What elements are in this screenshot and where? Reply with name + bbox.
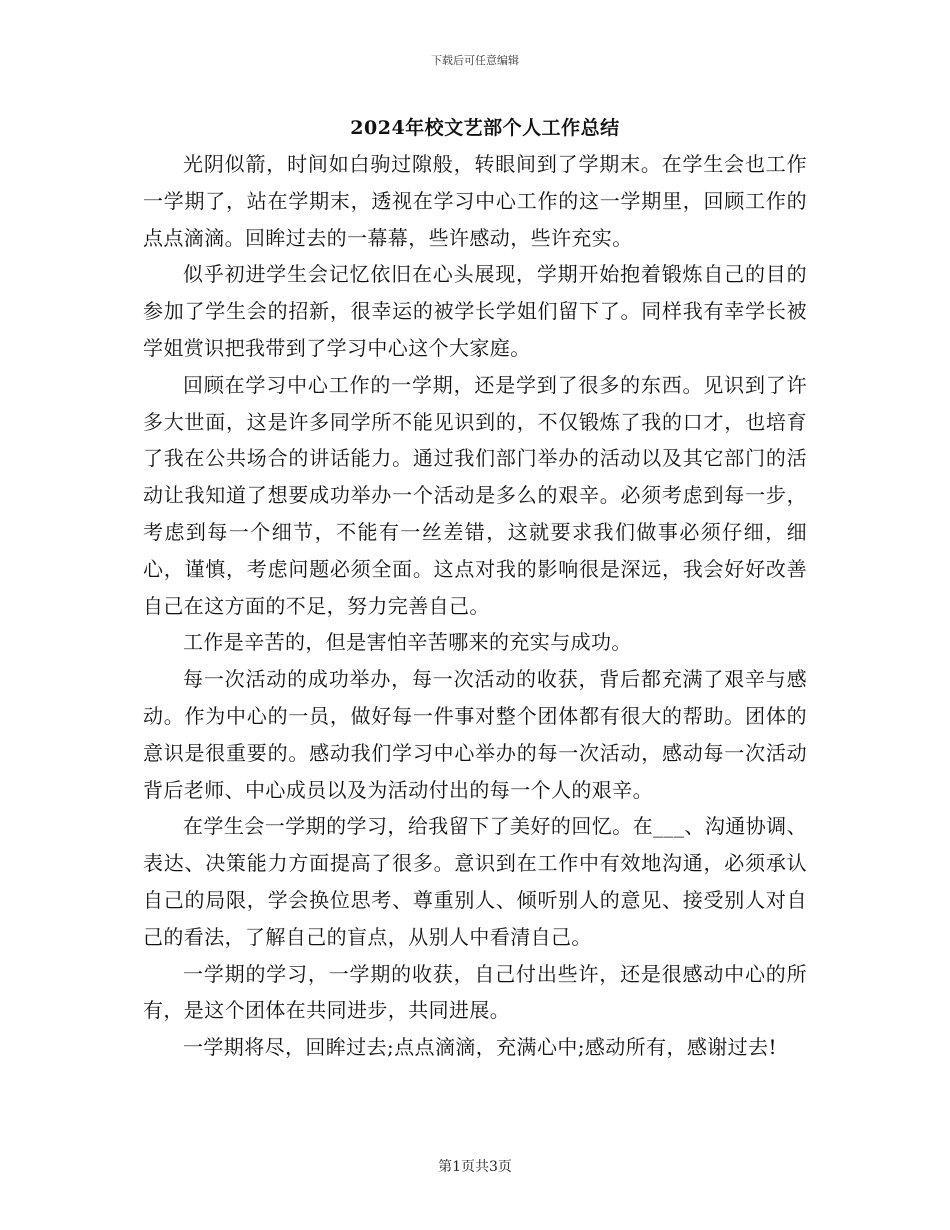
- paragraph-7: 一学期的学习，一学期的收获，自己付出些许，还是很感动中心的所有，是这个团体在共同进步，共同进展。: [143, 961, 807, 1023]
- paragraph-5: 每一次活动的成功举办，每一次活动的收获，背后都充满了艰辛与感动。作为中心的一员，做好每一件事对整个团体都有很大的帮助。团体的意识是很重要的。感动我们学习中心举办的每一次活动，感动每一次活动背后老师、中心成员以及为活动付出的每一个人的艰辛。: [143, 667, 807, 802]
- document-title: 2024年校文艺部个人工作总结: [350, 117, 620, 139]
- paragraph-2: 似乎初进学生会记忆依旧在心头展现，学期开始抱着锻炼自己的目的参加了学生会的招新，很幸运的被学长学姐们留下了。同样我有幸学长被学姐赏识把我带到了学习中心这个大家庭。: [143, 262, 807, 360]
- page-footer: 第1页共3页: [438, 1159, 512, 1175]
- paragraph-8: 一学期将尽，回眸过去;点点滴滴，充满心中;感动所有，感谢过去!: [183, 1035, 777, 1060]
- paragraph-4: 工作是辛苦的，但是害怕辛苦哪来的充实与成功。: [183, 630, 632, 655]
- document-body: [143, 146, 807, 1066]
- paragraph-3: 回顾在学习中心工作的一学期，还是学到了很多的东西。见识到了许多大世面，这是许多同学所不能见识到的，不仅锻炼了我的口才，也培育了我在公共场合的讲话能力。通过我们部门举办的活动以及其它部门的活动让我知道了想要成功举办一个活动是多么的艰辛。必须考虑到每一步，考虑到每一个细节，不能有一丝差错，这就要求我们做事必须仔细，细心，谨慎，考虑问题必须全面。这点对我的影响很是深远，我会好好改善自己在这方面的不足，努力完善自己。: [143, 372, 807, 618]
- page-header: 下载后可任意编辑: [431, 54, 519, 67]
- paragraph-6: 在学生会一学期的学习，给我留下了美好的回忆。在___、沟通协调、表达、决策能力方面提高了很多。意识到在工作中有效地沟通，必须承认自己的局限，学会换位思考、尊重别人、倾听别人的意见、接受别人对自己的看法，了解自己的盲点，从别人中看清自己。: [143, 814, 807, 949]
- paragraph-1: 光阴似箭，时间如白驹过隙般，转眼间到了学期末。在学生会也工作一学期了，站在学期末，透视在学习中心工作的这一学期里，回顾工作的点点滴滴。回眸过去的一幕幕，些许感动，些许充实。: [143, 152, 807, 250]
